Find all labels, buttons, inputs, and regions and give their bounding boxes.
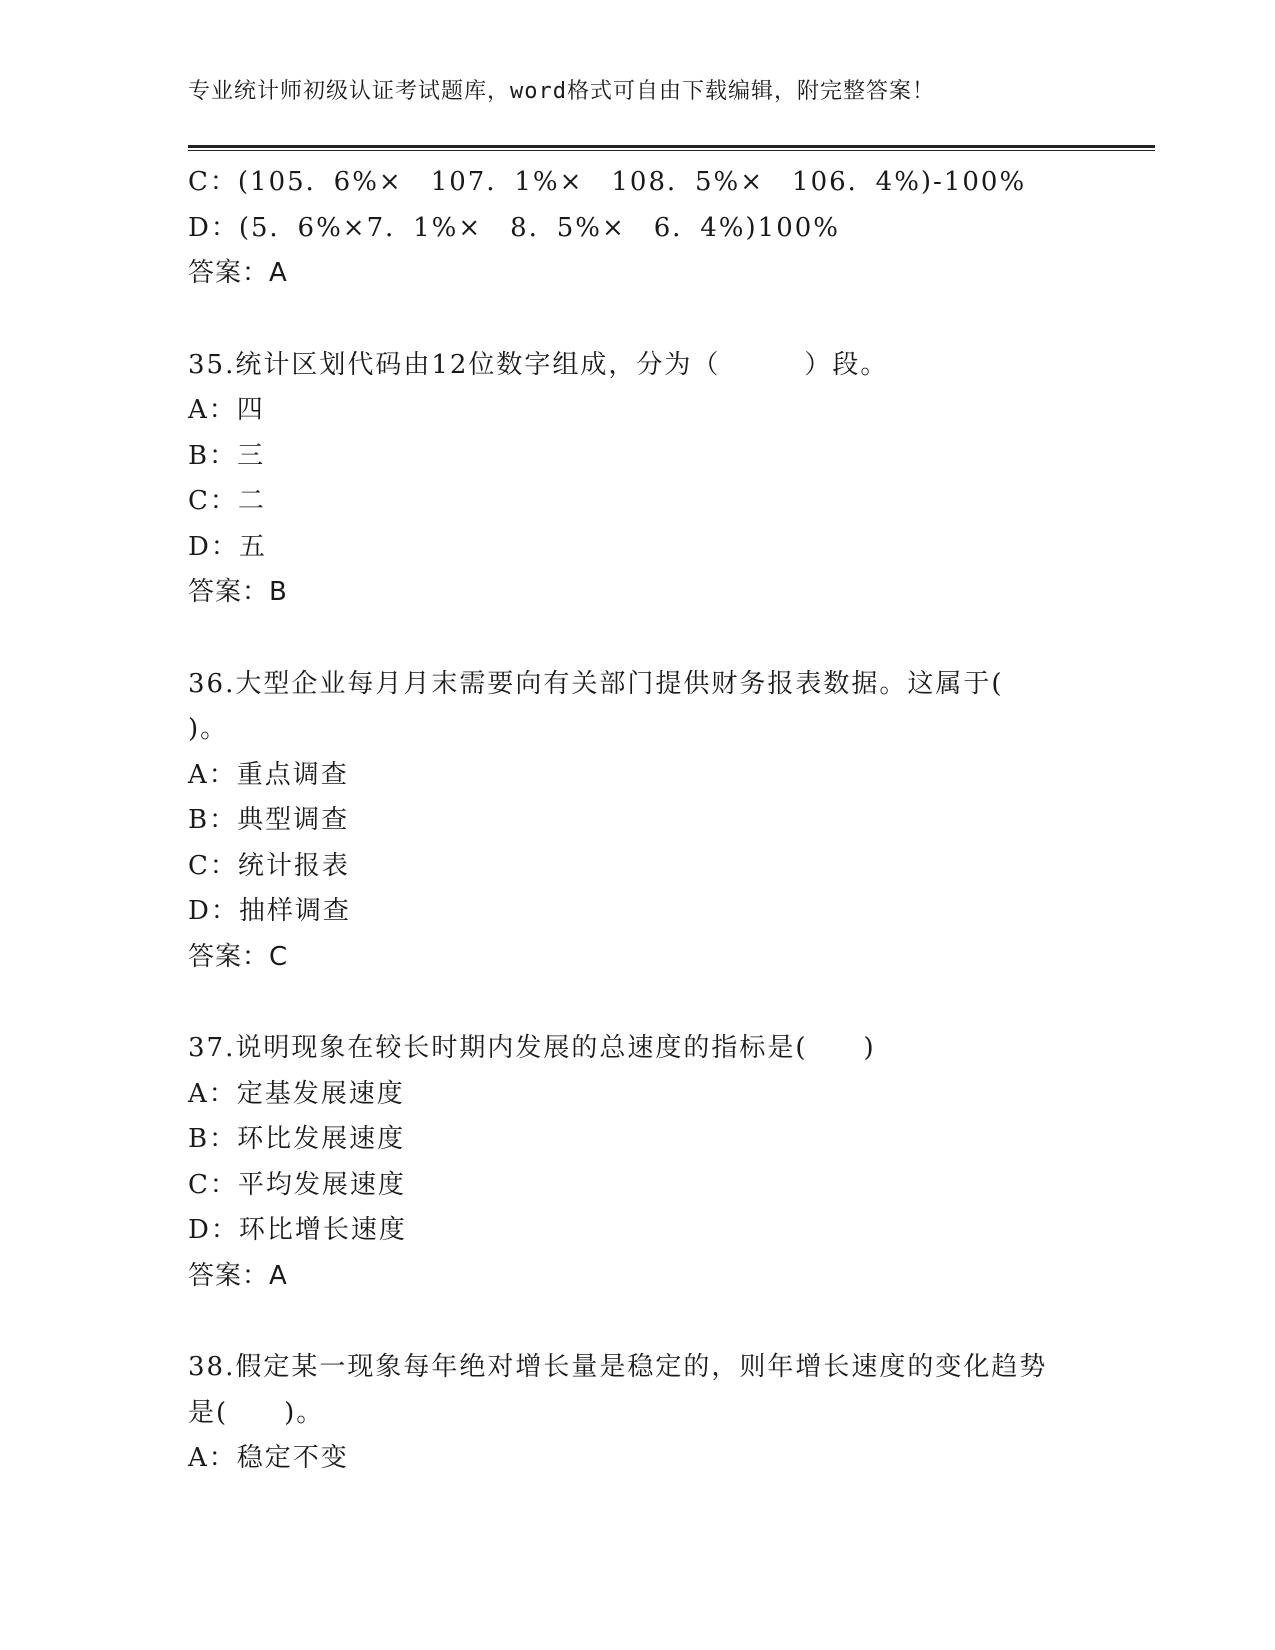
option-d: D：抽样调查 — [188, 896, 351, 926]
question-stem: 36.大型企业每月月末需要向有关部门提供财务报表数据。这属于( — [188, 668, 1004, 699]
page-header: 专业统计师初级认证考试题库，word格式可自由下载编辑，附完整答案！ — [188, 79, 935, 104]
question-stem: 35.统计区划代码由12位数字组成，分为（ ）段。 — [188, 349, 889, 380]
option-b: B：环比发展速度 — [188, 1124, 406, 1154]
spacer — [188, 616, 1088, 662]
option-d: D：(5．6%×7．1%× 8．5%× 6．4%)100% — [188, 212, 840, 243]
document-body — [188, 160, 1088, 1482]
question-38 — [188, 1345, 1088, 1482]
question-36 — [188, 662, 1088, 981]
option-b: B：典型调查 — [188, 805, 350, 835]
option-b: B：三 — [188, 440, 266, 471]
question-stem: 38.假定某一现象每年绝对增长量是稳定的，则年增长速度的变化趋势 — [188, 1352, 1048, 1382]
spacer — [188, 1299, 1088, 1345]
header-rule-thick — [188, 145, 1155, 148]
answer-line: 答案：A — [188, 258, 288, 288]
option-a: A：稳定不变 — [188, 1443, 349, 1473]
option-a: A：四 — [188, 395, 265, 425]
spacer — [188, 980, 1088, 1026]
spacer — [188, 297, 1088, 343]
answer-line: 答案：A — [188, 1260, 288, 1291]
question-35 — [188, 343, 1088, 616]
option-d: D：环比增长速度 — [188, 1215, 407, 1245]
question-34-tail — [188, 160, 1088, 297]
option-c: C：平均发展速度 — [188, 1169, 406, 1200]
answer-line: 答案：B — [188, 577, 288, 607]
option-c: C：(105．6%× 107．1%× 108．5%× 106．4%)-100% — [188, 167, 1027, 197]
answer-line: 答案：C — [188, 941, 289, 972]
question-37 — [188, 1026, 1088, 1299]
option-a: A：重点调查 — [188, 759, 349, 790]
header-rule-thin — [188, 150, 1155, 151]
option-c: C：统计报表 — [188, 850, 350, 881]
question-stem-continuation: )。 — [188, 714, 229, 744]
option-a: A：定基发展速度 — [188, 1078, 405, 1109]
option-c: C：二 — [188, 486, 266, 516]
option-d: D：五 — [188, 531, 267, 562]
question-stem: 37.说明现象在较长时期内发展的总速度的指标是( ) — [188, 1033, 876, 1063]
question-stem-continuation: 是( )。 — [188, 1397, 325, 1428]
